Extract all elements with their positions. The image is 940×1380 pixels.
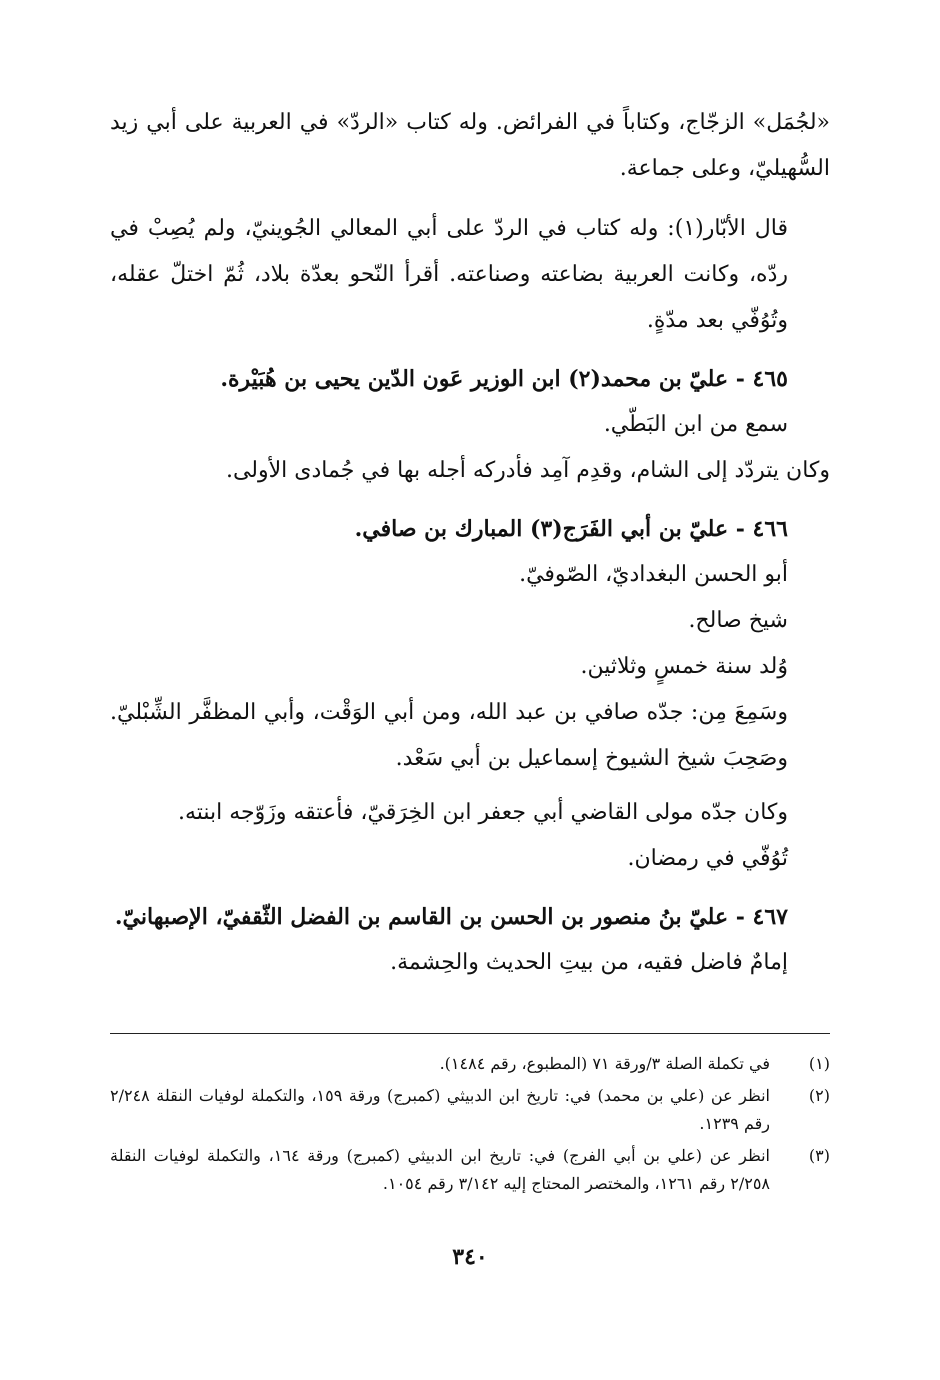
footnote-text: في تكملة الصلة ٣/ورقة ٧١ (المطبوع، رقم ١٤٨٤).	[439, 1054, 770, 1073]
entry-466-line: وسَمِعَ مِن: جدّه صافي بن عبد الله، ومن أبي الوَقْت، وأبي المظفَّر الشِّبْليّ. وصَحِبَ شيخ الشيوخ إسماعيل بن أبي سَعْد.	[110, 700, 788, 771]
entry-467-heading: ٤٦٧ - عليّ بنُ منصور بن الحسن بن القاسم بن الفضل الثّقفيّ، الإصبهانيّ.	[114, 904, 788, 930]
footnote-number: (١)	[808, 1054, 830, 1073]
entry-465-line: وكان يتردّد إلى الشام، وقدِم آمِد فأدركه أجله بها في جُمادى الأولى.	[225, 458, 830, 483]
footnote-number: (٢)	[808, 1086, 830, 1105]
footnote-item	[110, 1082, 830, 1138]
footnote-number: (٣)	[808, 1146, 830, 1165]
entry-466-heading: ٤٦٦ - عليّ بن أبي الفَرَج(٣) المبارك بن صافي.	[354, 516, 788, 542]
entry-466-line: وكان جدّه مولى القاضي أبي جعفر ابن الخِرَقيّ، فأعتقه وزَوّجه ابنته.	[177, 800, 788, 825]
paragraph-abbar-quote: قال الأبّار(١): وله كتاب في الردّ على أبي المعالي الجُوينيّ، ولم يُصِبْ في ردّه، وكانت العربية بضاعته وصناعته. أقرأ النّحو بعدّة بلاد، ثُمّ اختلّ عقله، وتُوُفّي بعد مدّةٍ.	[110, 216, 789, 333]
entry-466-line: أبو الحسن البغداديّ، الصّوفيّ.	[519, 562, 788, 587]
footnote-text: انظر عن (علي بن أبي الفرج) في: تاريخ ابن الدبيثي (كمبرج) ورقة ١٦٤، والتكملة لوفيات النقلة ٢/٢٥٨ رقم ١٢٦١، والمختصر المحتاج إليه ٣/١٤٢ رقم ١٠٥٤.	[110, 1146, 770, 1193]
paragraph-continuation: «لجُمَل» الزجّاج، وكتاباً في الفرائض. وله كتاب «الردّ» في العربية على أبي زيد السُّهيليّ، وعلى جماعة.	[110, 110, 830, 181]
entry-466-line: وُلد سنة خمسٍ وثلاثين.	[580, 654, 788, 679]
entry-467-line: إمامٌ فاضل فقيه، من بيتِ الحديث والحِشمة.	[390, 950, 788, 975]
footnotes	[110, 1050, 830, 1202]
entry-465-line: سمع من ابن البَطّي.	[603, 412, 788, 437]
footnote-item	[110, 1050, 830, 1078]
footnote-text: انظر عن (علي بن محمد) في: تاريخ ابن الدبيثي (كمبرج) ورقة ١٥٩، والتكملة لوفيات النقلة ٢/٢٤٨ رقم ١٢٣٩.	[110, 1086, 770, 1133]
page-number: ٣٤٠	[452, 1244, 488, 1270]
main-text	[110, 100, 830, 986]
footnote-divider	[110, 1033, 830, 1034]
footnote-item	[110, 1142, 830, 1198]
entry-465-heading: ٤٦٥ - عليّ بن محمد(٢) ابن الوزير عَون الدّين يحيى بن هُبَيْرة.	[220, 366, 788, 392]
entry-466-line: شيخ صالح.	[688, 608, 788, 633]
entry-466-line: تُوُفّي في رمضان.	[627, 846, 788, 871]
